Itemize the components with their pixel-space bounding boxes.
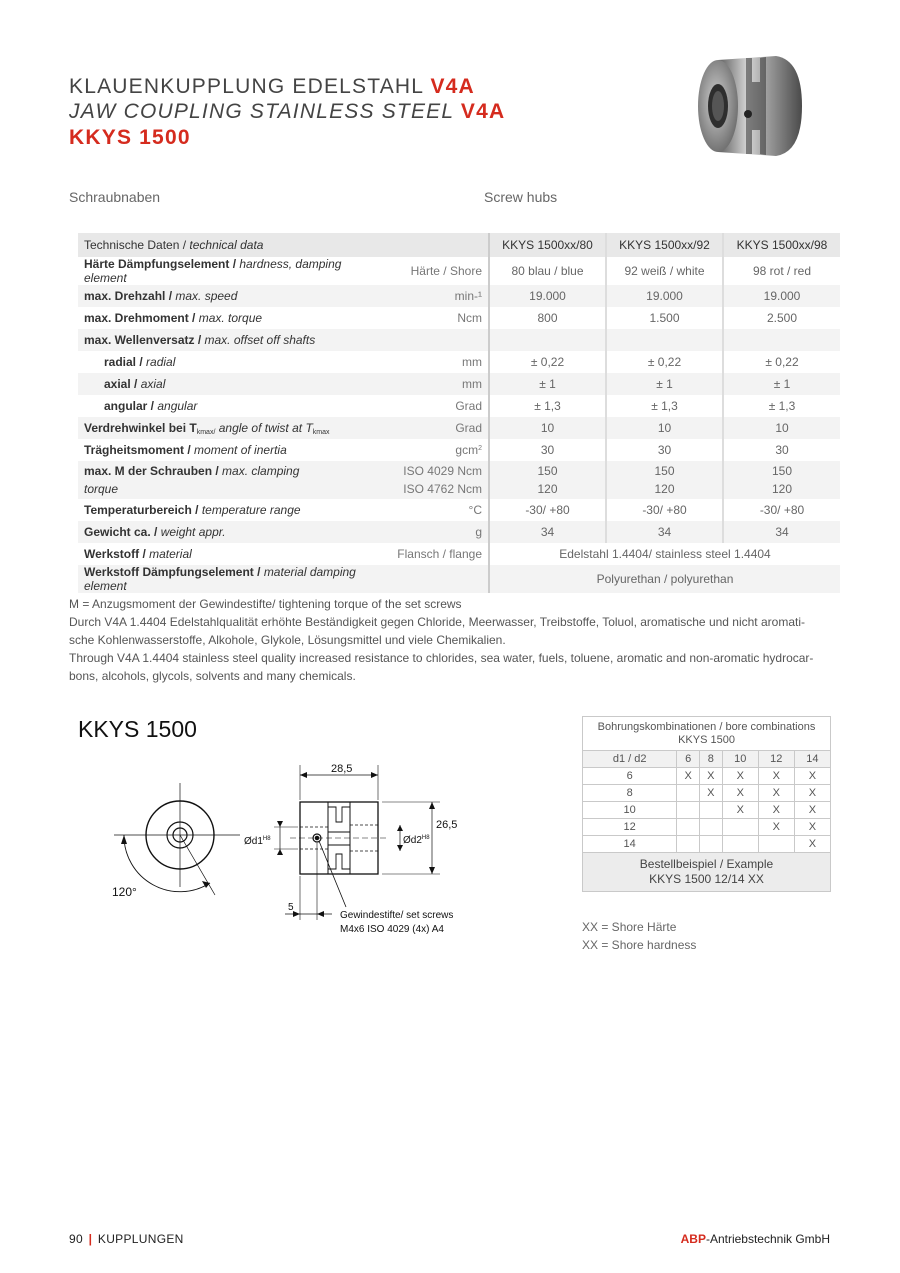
table-row: 12 X X bbox=[583, 819, 831, 836]
column-header: KKYS 1500xx/98 bbox=[723, 233, 840, 257]
notes bbox=[69, 595, 829, 685]
title-german: KLAUENKUPPLUNG EDELSTAHL V4A bbox=[69, 75, 475, 98]
table-row: 14 X bbox=[583, 836, 831, 853]
table-row: 8 X X X X bbox=[583, 785, 831, 802]
offset-dimension: 5 bbox=[288, 902, 294, 913]
coupling-photo bbox=[690, 52, 808, 160]
technical-drawing bbox=[100, 755, 500, 945]
drawing-heading: KKYS 1500 bbox=[78, 716, 197, 742]
length-dimension: 28,5 bbox=[331, 763, 353, 775]
note-line: Durch V4A 1.4404 Edelstahlqualität erhöhte Beständigkeit gegen Chloride, Meerwasser, Treibstoffe, Toluol, aromatische und nicht aromati- bbox=[69, 615, 805, 629]
note-line: Through V4A 1.4404 stainless steel quality increased resistance to chlorides, sea water, fuels, toluene, aromatic and non-aromatic hydrocar- bbox=[69, 651, 814, 665]
table-row: max. Drehmoment / max. torque Ncm 800 1.500 2.500 bbox=[78, 307, 840, 329]
bore-combinations-table bbox=[582, 716, 831, 892]
table-row: Gewicht ca. / weight appr. g 34 34 34 bbox=[78, 521, 840, 543]
angle-label: 120° bbox=[112, 885, 137, 899]
page-number: 90 bbox=[69, 1232, 83, 1246]
footer-divider: | bbox=[88, 1232, 93, 1246]
footer-company: ABP-Antriebstechnik GmbH bbox=[680, 1232, 830, 1246]
product-code: KKYS 1500 bbox=[69, 126, 191, 149]
technical-data-table bbox=[78, 233, 840, 593]
d1-label: $Ød1^{H8}$ bbox=[244, 836, 271, 847]
table-row: max. M der Schrauben / max. clamping torque ISO 4029 Ncm ISO 4762 Ncm 150 120 150 120 150 120 bbox=[78, 461, 840, 499]
d2-label: $Ød2^{H8}$ bbox=[403, 835, 430, 846]
table-row: Härte Dämpfungselement / hardness, damping element Härte / Shore 80 blau / blue 92 weiß / white 98 rot / red bbox=[84, 257, 812, 285]
table-row: axial / axial mm ± 1 ± 1 ± 1 bbox=[78, 373, 840, 395]
header-label: Technische Daten / technical data bbox=[78, 233, 391, 257]
note-line: sche Kohlenwasserstoffe, Alkohole, Glykole, Lösungsmittel und viele Chemikalien. bbox=[69, 633, 506, 647]
subtitle-german: Schraubnaben bbox=[69, 189, 161, 205]
table-row: Werkstoff / material Flansch / flange Edelstahl 1.4404/ stainless steel 1.4404 bbox=[78, 543, 840, 565]
brand-name: ABP bbox=[680, 1232, 706, 1246]
section-name: KUPPLUNGEN bbox=[97, 1232, 184, 1246]
table-row: Verdrehwinkel bei $T_{kmax/}$ angle of twist at $T_{kmax}$ Grad 10 10 10 bbox=[78, 417, 840, 439]
table-row: Werkstoff Dämpfungselement / material damping element Polyurethan / polyurethan bbox=[78, 565, 840, 593]
bore-table-title: Bohrungskombinationen / bore combinations KKYS 1500 bbox=[583, 717, 831, 751]
note-line: bons, alcohols, glycols, solvents and many chemicals. bbox=[69, 669, 356, 683]
table-row: Trägheitsmoment / moment of inertia gcm$^2$ 30 30 30 bbox=[78, 439, 840, 461]
order-example: Bestellbeispiel / Example KKYS 1500 12/14 XX bbox=[583, 853, 831, 892]
column-header: KKYS 1500xx/80 bbox=[489, 233, 606, 257]
screws-label-line1: Gewindestifte/ set screws bbox=[340, 910, 454, 921]
footer-page bbox=[69, 1232, 184, 1246]
table-row: 10 X X X bbox=[583, 802, 831, 819]
title-block bbox=[69, 74, 505, 151]
table-header-row bbox=[78, 233, 840, 257]
diameter-dimension: 26,5 bbox=[436, 819, 458, 831]
table-row: max. Wellenversatz / max. offset off shafts bbox=[78, 329, 840, 351]
table-row: angular / angular Grad ± 1,3 ± 1,3 ± 1,3 bbox=[78, 395, 840, 417]
xx-note: XX = Shore Härte XX = Shore hardness bbox=[582, 920, 697, 952]
table-row: Temperaturbereich / temperature range °C -30/ +80 -30/ +80 -30/ +80 bbox=[78, 499, 840, 521]
title-english: JAW COUPLING STAINLESS STEEL V4A bbox=[69, 100, 506, 123]
column-header: KKYS 1500xx/92 bbox=[606, 233, 723, 257]
subtitle-english: Screw hubs bbox=[484, 189, 558, 205]
table-row: 6 X X X X X bbox=[583, 768, 831, 785]
front-view bbox=[114, 783, 240, 895]
table-row: max. Drehzahl / max. speed min-¹ 19.000 19.000 19.000 bbox=[78, 285, 840, 307]
table-row: radial / radial mm ± 0,22 ± 0,22 ± 0,22 bbox=[78, 351, 840, 373]
screws-label-line2: M4x6 ISO 4029 (4x) A4 bbox=[340, 924, 444, 935]
bore-header-row: d1 / d2 6 8 10 12 14 bbox=[583, 751, 831, 768]
note-line: M = Anzugsmoment der Gewindestifte/ tightening torque of the set screws bbox=[69, 597, 462, 611]
